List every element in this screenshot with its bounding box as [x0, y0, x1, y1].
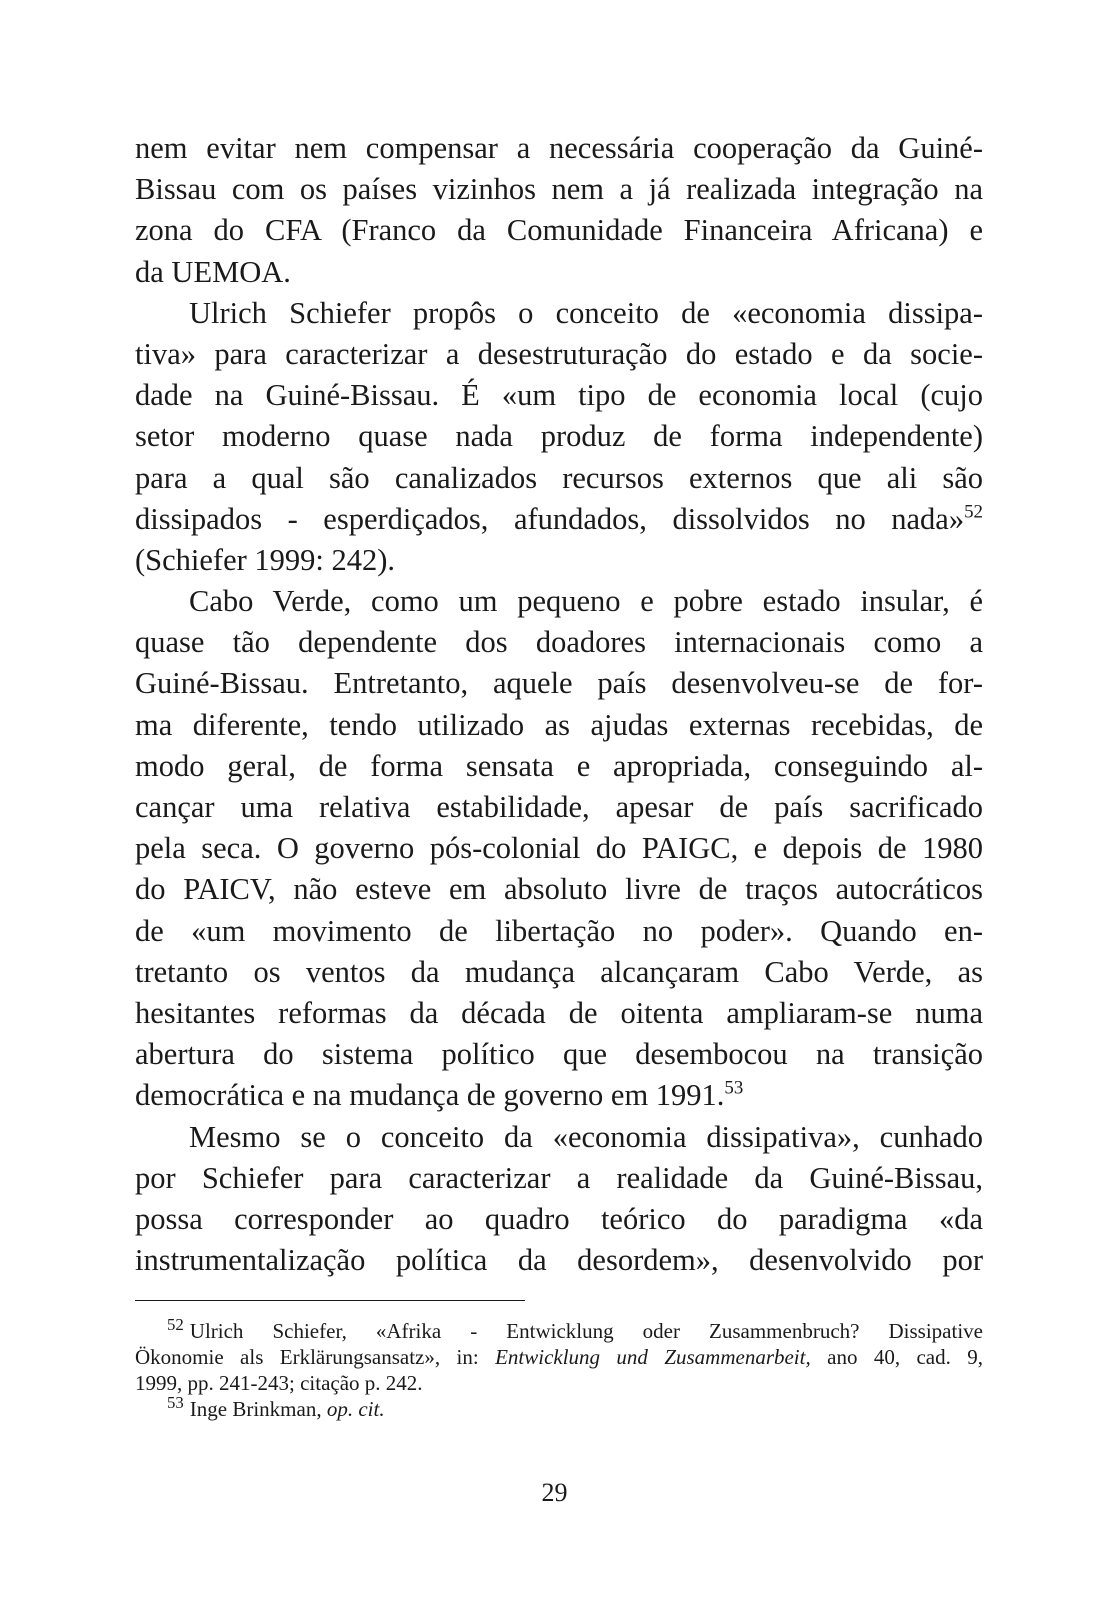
- text-line: Bissau com os países vizinhos nem a já realizada integração na: [135, 172, 983, 207]
- text-line: abertura do sistema político que desembocou na transição: [135, 1037, 983, 1072]
- text-line: Cabo Verde, como um pequeno e pobre estado insular, é: [189, 584, 983, 619]
- footnote-text: Ökonomie als Erklärungsansatz», in:: [135, 1345, 496, 1369]
- footnotes: [135, 1315, 983, 1422]
- text-line: da UEMOA.: [135, 254, 291, 289]
- text-line: instrumentalização política da desordem», desenvolvido por: [135, 1243, 983, 1278]
- text-line: Mesmo se o conceito da «economia dissipativa», cunhado: [189, 1119, 983, 1154]
- text-line: para a qual são canalizados recursos externos que ali são: [135, 460, 983, 495]
- text-line: [135, 1075, 983, 1116]
- text-line: dade na Guiné-Bissau. É «um tipo de economia local (cujo: [135, 378, 983, 413]
- text-line: nem evitar nem compensar a necessária cooperação da Guiné-: [135, 131, 983, 165]
- text-line: cançar uma relativa estabilidade, apesar de país sacrificado: [135, 790, 983, 824]
- footnote-52-line: [135, 1344, 983, 1370]
- footnote-title-italic: Entwicklung und Zusammenarbeit,: [495, 1345, 811, 1369]
- footnote-italic: op. cit.: [326, 1397, 385, 1421]
- text-line: quase tão dependente dos doadores internacionais como a: [135, 625, 983, 660]
- footnote-53: [135, 1393, 983, 1422]
- footnote-number: 53: [167, 1393, 184, 1413]
- footnote-52-line: 1999, pp. 241-243; citação p. 242.: [135, 1371, 423, 1395]
- text-line: por Schiefer para caracterizar a realidade da Guiné-Bissau,: [135, 1160, 983, 1195]
- text-line-content: dissipados - esperdiçados, afundados, dissolvidos no nada»: [135, 501, 965, 536]
- footnote-text: Ulrich Schiefer, «Afrika - Entwicklung oder Zusammenbruch? Dissipative: [189, 1319, 983, 1343]
- text-line: do PAICV, não esteve em absoluto livre de traços autocráticos: [135, 872, 983, 907]
- footnote-separator: [135, 1300, 525, 1301]
- text-line: pela seca. O governo pós-colonial do PAIGC, e depois de 1980: [135, 831, 983, 866]
- footnote-52: [135, 1315, 983, 1344]
- text-line: Guiné-Bissau. Entretanto, aquele país desenvolveu-se de for-: [135, 666, 983, 701]
- footnote-number: 52: [167, 1315, 184, 1335]
- text-line: Ulrich Schiefer propôs o conceito de «economia dissipa-: [189, 295, 983, 330]
- footnote-text: ano 40, cad. 9,: [810, 1345, 983, 1369]
- text-line: hesitantes reformas da década de oitenta ampliaram-se numa: [135, 995, 983, 1030]
- text-line: tretanto os ventos da mudança alcançaram Cabo Verde, as: [135, 954, 983, 989]
- text-line: ma diferente, tendo utilizado as ajudas externas recebidas, de: [135, 707, 983, 742]
- text-line-content: democrática e na mudança de governo em 1991.: [135, 1078, 725, 1113]
- text-line: setor moderno quase nada produz de forma independente): [135, 419, 983, 454]
- text-line: [135, 499, 983, 540]
- footnote-text: Inge Brinkman,: [189, 1397, 327, 1421]
- text-line: (Schiefer 1999: 242).: [135, 542, 396, 577]
- footnote-ref-53[interactable]: 53: [724, 1077, 744, 1099]
- page-number: 29: [541, 1478, 568, 1507]
- text-line: tiva» para caracterizar a desestruturação do estado e da socie-: [135, 336, 983, 371]
- body-text: [135, 128, 983, 1281]
- text-line: modo geral, de forma sensata e apropriada, conseguindo al-: [135, 748, 983, 783]
- text-line: possa corresponder ao quadro teórico do paradigma «da: [135, 1201, 983, 1236]
- text-line: zona do CFA (Franco da Comunidade Financeira Africana) e: [135, 213, 983, 248]
- footnote-ref-52[interactable]: 52: [964, 500, 983, 522]
- text-line: de «um movimento de libertação no poder». Quando en-: [135, 913, 983, 948]
